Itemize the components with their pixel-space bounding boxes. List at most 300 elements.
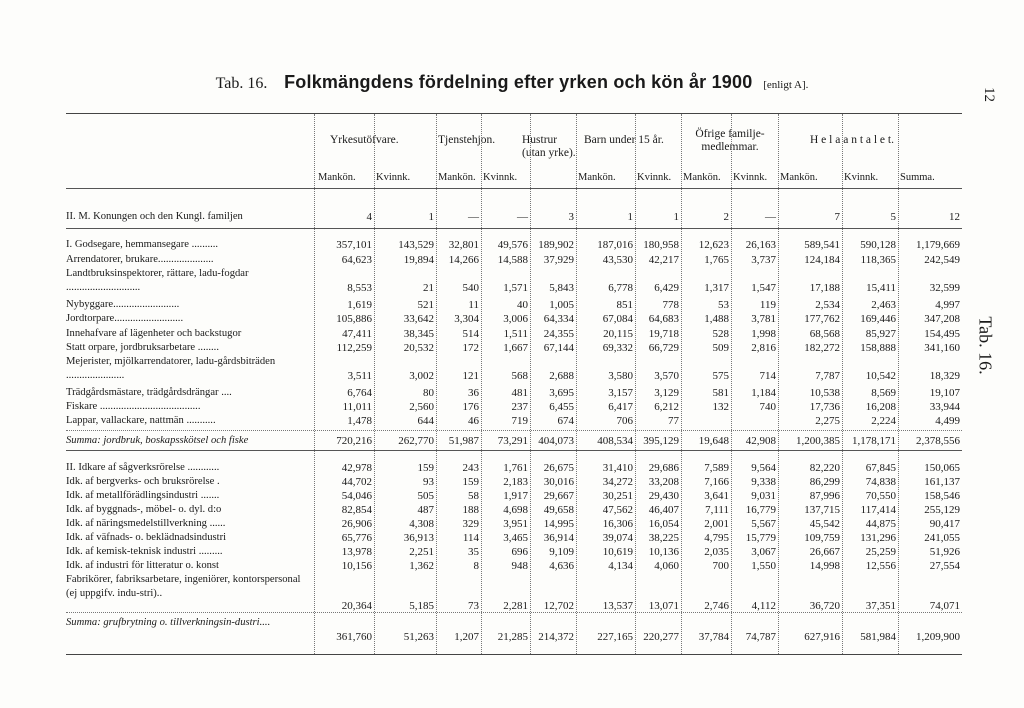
table-cell: 16,208	[865, 401, 896, 413]
table-cell: 17,736	[809, 401, 840, 413]
table-cell: 18,329	[929, 370, 960, 382]
table-cell: 509	[712, 342, 729, 354]
table-row	[66, 559, 962, 573]
table-cell: 11,011	[342, 401, 372, 413]
table-cell: 2,463	[871, 299, 896, 311]
table-cell: 13,071	[648, 600, 679, 612]
table-cell: 1,667	[503, 342, 528, 354]
table-cell: 5,567	[751, 518, 776, 530]
table-cell: 10,619	[602, 546, 633, 558]
table-cell: 1,998	[751, 328, 776, 340]
row-separator	[66, 450, 962, 451]
table-cell: 2,688	[549, 370, 574, 382]
table-cell: 4	[366, 211, 372, 223]
table-cell: 68,568	[809, 328, 840, 340]
table-cell: 150,065	[924, 462, 960, 474]
row-label: Idk. af bergverks- och bruksrörelse .	[66, 476, 220, 487]
table-cell: 67,084	[602, 313, 633, 325]
row-label: II. M. Konungen och den Kungl. familjen	[66, 211, 243, 222]
table-cell: 514	[462, 328, 479, 340]
table-row	[66, 517, 962, 531]
table-cell: 53	[718, 299, 729, 311]
table-cell: 12,623	[698, 239, 729, 251]
table-cell: 6,764	[347, 387, 372, 399]
table-cell: 118,365	[860, 254, 896, 266]
table-cell: 4,112	[751, 600, 776, 612]
table-cell: 255,129	[924, 504, 960, 516]
table-cell: 86,299	[809, 476, 840, 488]
table-cell: 25,259	[865, 546, 896, 558]
table-cell: 3,580	[608, 370, 633, 382]
table-row	[66, 414, 962, 428]
table-cell: 169,446	[860, 313, 896, 325]
table-cell: 29,667	[543, 490, 574, 502]
table-cell: 21,285	[497, 631, 528, 643]
table-cell: 644	[417, 415, 434, 427]
table-row	[66, 312, 962, 326]
table-cell: 182,272	[804, 342, 840, 354]
table-cell: 26,163	[745, 239, 776, 251]
table-cell: 29,430	[648, 490, 679, 502]
table-cell: 161,137	[924, 476, 960, 488]
table-cell: 9,338	[751, 476, 776, 488]
title-note: [enligt A].	[763, 79, 809, 91]
table-cell: 505	[417, 490, 434, 502]
row-label: Innehafvare af lägenheter och backstugor	[66, 328, 242, 339]
table-cell: 19,718	[648, 328, 679, 340]
table-cell: 720,216	[336, 435, 372, 447]
table-cell: 39,074	[602, 532, 633, 544]
table-cell: 6,212	[654, 401, 679, 413]
sub-header: Mankön.	[438, 172, 476, 183]
table-cell: 9,031	[751, 490, 776, 502]
table-cell: 8,569	[871, 387, 896, 399]
table-cell: 10,156	[341, 560, 372, 572]
table-cell: 3,737	[751, 254, 776, 266]
row-label: Idk. af byggnads-, möbel- o. dyl. d:o	[66, 504, 222, 515]
table-cell: 9,564	[751, 462, 776, 474]
table-cell: 172	[462, 342, 479, 354]
table-cell: 575	[712, 370, 729, 382]
table-cell: 40	[517, 299, 528, 311]
table-cell: 3,695	[549, 387, 574, 399]
table-cell: 2,183	[503, 476, 528, 488]
table-cell: 13,978	[341, 546, 372, 558]
table-cell: 30,251	[602, 490, 633, 502]
row-label: II. Idkare af sågverksrörelse ............	[66, 462, 220, 473]
table-cell: 90,417	[929, 518, 960, 530]
table-cell: 3,511	[347, 370, 372, 382]
table-cell: 124,184	[804, 254, 840, 266]
table-row	[66, 267, 962, 295]
sub-header: Mankön.	[578, 172, 616, 183]
table-cell: 46,407	[648, 504, 679, 516]
table-cell: 395,129	[643, 435, 679, 447]
row-label: Idk. af väfnads- o. beklädnadsindustri	[66, 532, 227, 543]
table-row	[66, 341, 962, 355]
table-cell: 187,016	[597, 239, 633, 251]
table-cell: 180,958	[643, 239, 679, 251]
table-cell: 408,534	[597, 435, 633, 447]
table-cell: 7,111	[705, 504, 729, 516]
table-cell: 38,345	[403, 328, 434, 340]
table-row	[66, 434, 962, 448]
table-cell: 32,801	[448, 239, 479, 251]
table-cell: 46	[468, 415, 479, 427]
table-cell: 2,035	[704, 546, 729, 558]
table-cell: 243	[462, 462, 479, 474]
row-label: Mejerister, mjölkarrendatorer, ladu-gårdsbiträden ......................	[66, 356, 276, 381]
table-cell: 589,541	[804, 239, 840, 251]
table-cell: 778	[662, 299, 679, 311]
table-row	[66, 461, 962, 475]
table-cell: 1,571	[503, 282, 528, 294]
table-row	[66, 531, 962, 545]
table-cell: 1,511	[503, 328, 528, 340]
table-row	[66, 503, 962, 517]
table-cell: 581	[712, 387, 729, 399]
table-cell: 590,128	[860, 239, 896, 251]
table-cell: 6,778	[608, 282, 633, 294]
table-cell: 2,746	[704, 600, 729, 612]
table-cell: 80	[423, 387, 434, 399]
table-cell: 674	[557, 415, 574, 427]
table-cell: 4,499	[935, 415, 960, 427]
table-cell: 11	[468, 299, 479, 311]
table-cell: 131,296	[860, 532, 896, 544]
table-cell: 64,334	[543, 313, 574, 325]
table-cell: 65,776	[341, 532, 372, 544]
table-cell: 568	[511, 370, 528, 382]
table-cell: 1,488	[704, 313, 729, 325]
table-cell: 12,702	[543, 600, 574, 612]
table-cell: 1,478	[347, 415, 372, 427]
table-cell: 1,547	[751, 282, 776, 294]
header-separator	[66, 188, 962, 189]
table-cell: 2,560	[409, 401, 434, 413]
table-cell: 700	[712, 560, 729, 572]
table-cell: 3,304	[454, 313, 479, 325]
row-label: Nybyggare.........................	[66, 299, 180, 310]
table-row	[66, 253, 962, 267]
table-cell: 93	[423, 476, 434, 488]
table-cell: 44,702	[341, 476, 372, 488]
row-label: I. Godsegare, hemmansegare ..........	[66, 239, 219, 250]
table-cell: 37,929	[543, 254, 574, 266]
table-cell: 3,951	[503, 518, 528, 530]
table-cell: 82,220	[809, 462, 840, 474]
table-cell: 177,762	[804, 313, 840, 325]
table-cell: 6,429	[654, 282, 679, 294]
row-label: Idk. af metallförädlingsindustri .......	[66, 490, 220, 501]
table-cell: 66,729	[648, 342, 679, 354]
table-cell: 1,207	[454, 631, 479, 643]
table-cell: 5,185	[409, 600, 434, 612]
table-cell: 121	[462, 370, 479, 382]
table-cell: 3,002	[409, 370, 434, 382]
table-cell: 6,417	[608, 401, 633, 413]
table-cell: 74,787	[745, 631, 776, 643]
sub-header: Summa.	[900, 172, 935, 183]
table-row	[66, 545, 962, 559]
page-number: 12	[981, 87, 997, 102]
table-cell: 14,266	[448, 254, 479, 266]
table-cell: 404,073	[538, 435, 574, 447]
table-cell: 19,894	[403, 254, 434, 266]
table-cell: 12,556	[865, 560, 896, 572]
table-cell: 220,277	[643, 631, 679, 643]
table-cell: 70,550	[865, 490, 896, 502]
table-cell: 3,006	[503, 313, 528, 325]
table-cell: 158,888	[860, 342, 896, 354]
table-cell: 329	[462, 518, 479, 530]
table-cell: 3,465	[503, 532, 528, 544]
header-hela-antalet: H e l a a n t a l e t.	[810, 134, 894, 146]
table-cell: 67,144	[543, 342, 574, 354]
table-cell: 36,720	[809, 600, 840, 612]
table-cell: 3,157	[608, 387, 633, 399]
table-cell: 16,306	[602, 518, 633, 530]
table-cell: 154,495	[924, 328, 960, 340]
table-cell: 49,658	[543, 504, 574, 516]
table-cell: 7,589	[704, 462, 729, 474]
row-label: Lappar, vallackare, nattmän ...........	[66, 415, 216, 426]
table-cell: 19,648	[698, 435, 729, 447]
table-cell: 242,549	[924, 254, 960, 266]
table-cell: 32,599	[929, 282, 960, 294]
table-cell: 4,997	[935, 299, 960, 311]
table-cell: 2,251	[409, 546, 434, 558]
table-cell: 5,843	[549, 282, 574, 294]
table-title: Folkmängdens fördelning efter yrken och kön år 1900	[284, 72, 753, 92]
table-cell: 44,875	[865, 518, 896, 530]
header-tjenstehjon: Tjenstehjon.	[438, 134, 496, 146]
sub-header: Kvinnk.	[733, 172, 768, 183]
table-cell: 20,364	[341, 600, 372, 612]
table-cell: 4,308	[409, 518, 434, 530]
table-cell: 4,698	[503, 504, 528, 516]
table-cell: 948	[511, 560, 528, 572]
table-cell: 36,914	[543, 532, 574, 544]
header-ofrige: Öfrige familje-medlemmar.	[695, 128, 765, 153]
table-cell: 189,902	[538, 239, 574, 251]
table-cell: 21	[423, 282, 434, 294]
table-cell: 487	[417, 504, 434, 516]
table-cell: 33,208	[648, 476, 679, 488]
table-row	[66, 400, 962, 414]
table-cell: 237	[511, 401, 528, 413]
table-cell: 85,927	[865, 328, 896, 340]
table-cell: 1,917	[503, 490, 528, 502]
header-barn: Barn under 15 år.	[584, 134, 664, 146]
row-label: Trädgårdsmästare, trädgårdsdrängar ....	[66, 387, 232, 398]
table-cell: 14,995	[543, 518, 574, 530]
sub-header: Kvinnk.	[376, 172, 411, 183]
table-cell: 47,411	[342, 328, 372, 340]
table-cell: 1,184	[751, 387, 776, 399]
row-label: Idk. af kemisk-teknisk industri .........	[66, 546, 223, 557]
table-cell: 521	[417, 299, 434, 311]
table-cell: 51,926	[929, 546, 960, 558]
sub-header: Kvinnk.	[844, 172, 879, 183]
table-row	[66, 616, 962, 644]
table-cell: 2,224	[871, 415, 896, 427]
table-cell: 114	[462, 532, 479, 544]
table-cell: 74,071	[929, 600, 960, 612]
table-cell: 2,001	[704, 518, 729, 530]
table-cell: 262,770	[398, 435, 434, 447]
table-cell: 8	[473, 560, 479, 572]
table-cell: 43,530	[602, 254, 633, 266]
table-row	[66, 355, 962, 383]
table-cell: 14,588	[497, 254, 528, 266]
table-cell: 2,281	[503, 600, 528, 612]
table-row	[66, 298, 962, 312]
table-cell: 24,355	[543, 328, 574, 340]
table-cell: 347,208	[924, 313, 960, 325]
table-cell: 719	[511, 415, 528, 427]
table-cell: 627,916	[804, 631, 840, 643]
row-label: Statt orpare, jordbruksarbetare ........	[66, 342, 219, 353]
table-cell: 30,016	[543, 476, 574, 488]
table-cell: 16,054	[648, 518, 679, 530]
table-cell: 14,998	[809, 560, 840, 572]
table-cell: 2,816	[751, 342, 776, 354]
table-cell: 37,784	[698, 631, 729, 643]
table-cell: 26,667	[809, 546, 840, 558]
table-cell: 159	[462, 476, 479, 488]
table-cell: 1,550	[751, 560, 776, 572]
table-row	[66, 386, 962, 400]
table-cell: 12	[949, 211, 960, 223]
table-cell: 13,537	[602, 600, 633, 612]
table-cell: 214,372	[538, 631, 574, 643]
table-cell: 740	[759, 401, 776, 413]
header-hustrur: Hustrur (utan yrke).	[522, 134, 576, 159]
table-cell: 714	[759, 370, 776, 382]
table-cell: 7	[834, 211, 840, 223]
table-cell: 58	[468, 490, 479, 502]
row-label: Fiskare ......................................	[66, 401, 201, 412]
table-cell: 1,179,669	[916, 239, 960, 251]
table-cell: 26,906	[341, 518, 372, 530]
table-cell: 1,362	[409, 560, 434, 572]
row-separator	[66, 430, 962, 431]
table-cell: 73,291	[497, 435, 528, 447]
table-cell: 51,987	[448, 435, 479, 447]
table-cell: 1,619	[347, 299, 372, 311]
table-cell: 34,272	[602, 476, 633, 488]
table-cell: 1	[627, 211, 633, 223]
table-cell: 73	[468, 600, 479, 612]
table-cell: 87,996	[809, 490, 840, 502]
table-cell: 9,109	[549, 546, 574, 558]
sub-header: Mankön.	[683, 172, 721, 183]
table-cell: 26,675	[543, 462, 574, 474]
table-cell: 3,129	[654, 387, 679, 399]
sub-header: Kvinnk.	[637, 172, 672, 183]
header-yrkesutofvare: Yrkesutöfvare.	[330, 134, 399, 146]
table-cell: —	[765, 211, 776, 223]
table-cell: 1,209,900	[916, 631, 960, 643]
table-cell: 8,553	[347, 282, 372, 294]
table-cell: 15,411	[866, 282, 896, 294]
table-cell: 33,944	[929, 401, 960, 413]
table-cell: 10,542	[865, 370, 896, 382]
row-label: Summa: grufbrytning o. tillverkningsin-dustri....	[66, 617, 271, 628]
table-cell: 74,838	[865, 476, 896, 488]
table-row	[66, 238, 962, 252]
table-row	[66, 475, 962, 489]
table-cell: 82,854	[341, 504, 372, 516]
table-cell: 4,060	[654, 560, 679, 572]
table-cell: 3,067	[751, 546, 776, 558]
row-label: Fabrikörer, fabriksarbetare, ingeniörer, kontorspersonal (ej uppgifv. indu-stri)..	[66, 574, 301, 599]
table-cell: 361,760	[336, 631, 372, 643]
table-cell: 341,160	[924, 342, 960, 354]
table-cell: 706	[616, 415, 633, 427]
table-cell: 27,554	[929, 560, 960, 572]
table-cell: 4,795	[704, 532, 729, 544]
table-cell: 2,534	[815, 299, 840, 311]
page-title	[0, 72, 1024, 94]
table-cell: 105,886	[336, 313, 372, 325]
table-row	[66, 489, 962, 503]
table-cell: 117,414	[860, 504, 896, 516]
table-cell: 51,263	[403, 631, 434, 643]
table-cell: 176	[462, 401, 479, 413]
table-cell: 2,275	[815, 415, 840, 427]
table-cell: 851	[616, 299, 633, 311]
row-label: Arrendatorer, brukare.....................	[66, 254, 214, 265]
table-cell: 10,136	[648, 546, 679, 558]
row-label: Idk. af industri för litteratur o. konst	[66, 560, 219, 571]
table-cell: 132	[712, 401, 729, 413]
sub-header: Mankön.	[780, 172, 818, 183]
table-row	[66, 573, 962, 613]
table-cell: 19,107	[929, 387, 960, 399]
row-label: Landtbruksinspektorer, rättare, ladu-fogdar ............................	[66, 268, 249, 293]
table-cell: 4,134	[608, 560, 633, 572]
table-cell: 17,188	[809, 282, 840, 294]
table-cell: 1,178,171	[852, 435, 896, 447]
table-cell: 581,984	[860, 631, 896, 643]
table-cell: 47,562	[602, 504, 633, 516]
row-separator	[66, 228, 962, 229]
table-cell: 2,378,556	[916, 435, 960, 447]
table-cell: 3,781	[751, 313, 776, 325]
table-cell: 36	[468, 387, 479, 399]
table-cell: 6,455	[549, 401, 574, 413]
table-row	[66, 210, 962, 224]
row-separator	[66, 612, 962, 613]
row-label: Summa: jordbruk, boskapsskötsel och fiske	[66, 435, 249, 446]
table-cell: 67,845	[865, 462, 896, 474]
table-cell: 29,686	[648, 462, 679, 474]
table-cell: 696	[511, 546, 528, 558]
table-cell: 42,978	[341, 462, 372, 474]
row-label: Jordtorpare..........................	[66, 313, 184, 324]
table-cell: 4,636	[549, 560, 574, 572]
table-cell: 69,332	[602, 342, 633, 354]
table-cell: 357,101	[336, 239, 372, 251]
table-cell: 20,115	[603, 328, 633, 340]
table-cell: 137,715	[804, 504, 840, 516]
table-cell: 3	[568, 211, 574, 223]
table-cell: 188	[462, 504, 479, 516]
table-cell: 33,642	[403, 313, 434, 325]
sub-header: Mankön.	[318, 172, 356, 183]
